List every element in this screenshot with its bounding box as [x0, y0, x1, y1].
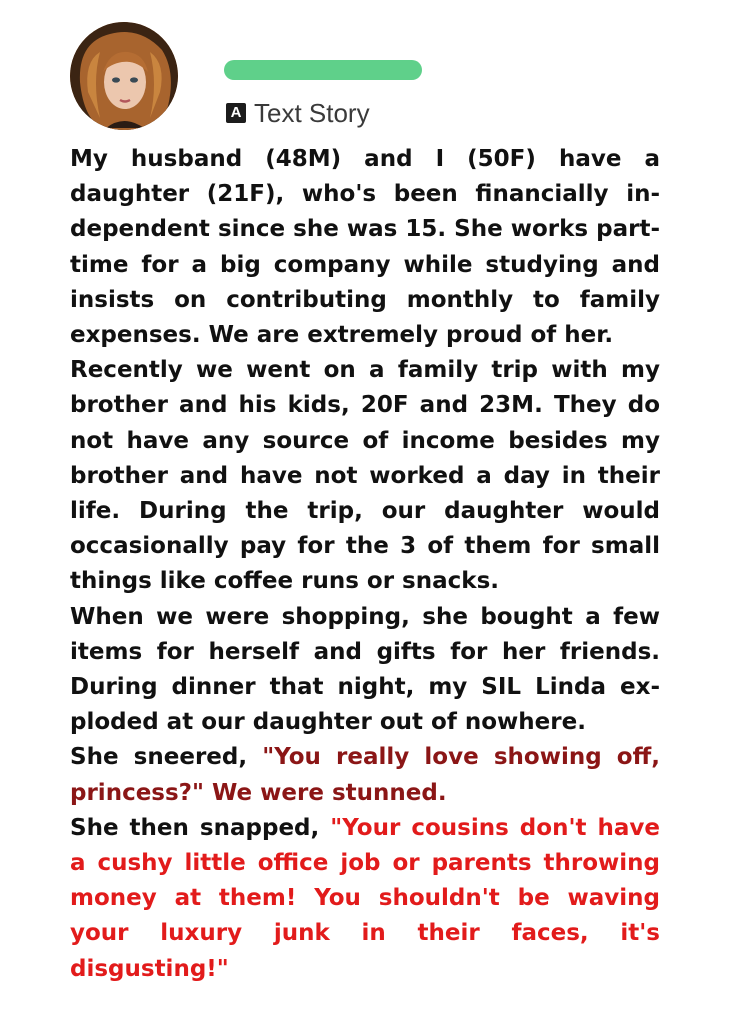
- story-paragraph-5: [70, 811, 660, 987]
- linda-quote-2: "Your cousins don't have a cushy little office job or parents throwing money at them! You shouldn't be waving your luxury junk in their faces, it's disgusting!": [70, 814, 660, 982]
- story-paragraph-1: My husband (48M) and I (50F) have a daughter (21F), who's been financially independent since she was 15. She works part-time for a big company while studying and insists on contributing monthly to family expenses. We are extremely proud of her.: [70, 146, 660, 349]
- author-name-redacted[interactable]: [224, 60, 422, 80]
- avatar-portrait-icon: [70, 22, 178, 130]
- story-type-tag: [226, 98, 370, 128]
- linda-quote-1: "You really love showing off, princess?" We were stunned.: [70, 744, 660, 806]
- text-story-icon: A: [226, 103, 246, 123]
- story-body: [70, 142, 660, 987]
- post-header: [0, 0, 730, 140]
- story-paragraph-3: When we were shopping, she bought a few items for herself and gifts for her friends. During dinner that night, my SIL Linda exploded at our daughter out of nowhere.: [70, 603, 660, 736]
- story-type-label: Text Story: [254, 97, 370, 128]
- paragraph-4-lead: She sneered,: [70, 744, 263, 771]
- story-paragraph-2: Recently we went on a family trip with my brother and his kids, 20F and 23M. They do not have any source of income besides my brother and have not worked a day in their life. During the trip, our daughter would occasionally pay for the 3 of them for small things like coffee runs or snacks.: [70, 357, 660, 595]
- paragraph-5-lead: She then snapped,: [70, 814, 331, 841]
- story-paragraph-4: [70, 740, 660, 810]
- avatar[interactable]: [70, 22, 178, 130]
